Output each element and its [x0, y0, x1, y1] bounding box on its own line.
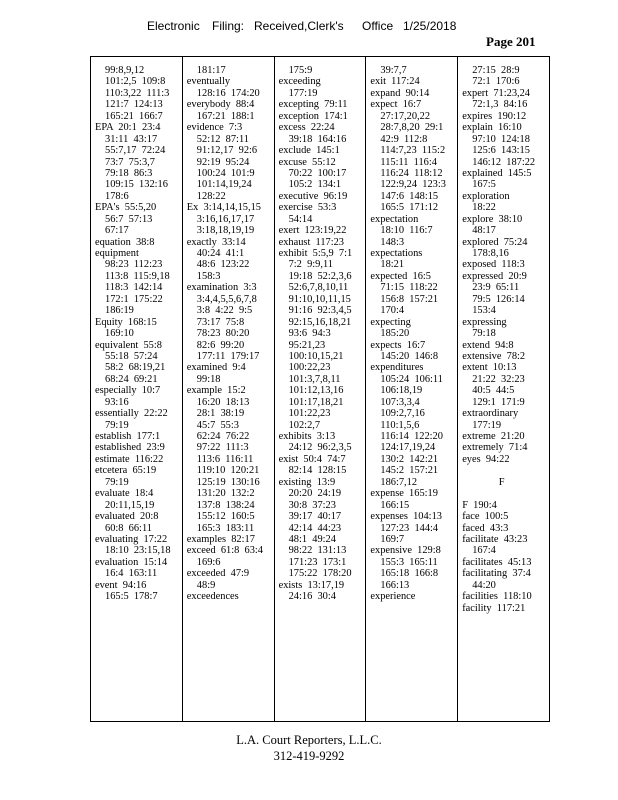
index-citation-line: 106:18,19 — [380, 385, 423, 397]
index-entry: expenditures — [370, 362, 424, 374]
index-citation-line: 93:6 94:3 — [288, 328, 331, 340]
index-citation-line: 171:23 173:1 — [288, 556, 347, 568]
index-entry: established 23:9 — [95, 442, 165, 454]
index-citation-line: 101:22,23 — [288, 408, 331, 420]
index-entry: exhaust 117:23 — [278, 236, 345, 248]
index-citation-line: 48:6 123:22 — [196, 259, 250, 271]
index-citation-line: 148:3 — [380, 236, 405, 248]
index-citation-line: 16:4 163:11 — [105, 568, 158, 580]
index-citation-line: 101:14,19,24 — [196, 179, 252, 191]
footer-company: L.A. Court Reporters, L.L.C. — [236, 733, 382, 747]
index-citation-line: 166:15 — [380, 499, 410, 511]
index-entry: expand 90:14 — [370, 87, 430, 99]
index-citation-line: 175:9 — [288, 65, 313, 76]
index-citation-line: 137:8 138:24 — [196, 499, 255, 511]
index-entry: extreme 21:20 — [462, 431, 525, 442]
index-citation-line: 31:11 43:17 — [105, 133, 158, 145]
index-entry: establish 177:1 — [95, 431, 161, 442]
index-entry: exploration — [462, 190, 510, 202]
index-citation-line: 165:18 166:8 — [380, 568, 439, 580]
index-citation-line: 130:2 142:21 — [380, 453, 439, 465]
index-entry: evaluating 17:22 — [95, 533, 168, 545]
index-citation-line: 44:20 — [472, 579, 496, 591]
index-citation-line: 28:1 38:19 — [196, 408, 245, 420]
index-citation-line: 170:4 — [380, 305, 405, 317]
index-citation-line: 166:13 — [380, 579, 410, 591]
index-citation-line: 153:4 — [472, 305, 496, 317]
index-citation-line: 20:11,15,19 — [105, 499, 155, 511]
section-letter: F — [498, 476, 505, 488]
index-entry: exactly 33:14 — [186, 236, 246, 248]
word-index-table — [90, 56, 550, 722]
header-filing: Filing: — [212, 19, 245, 33]
index-citation-line: 78:23 80:20 — [196, 328, 250, 340]
index-entry: exit 117:24 — [370, 76, 420, 88]
index-entry: expectations — [370, 248, 423, 259]
index-citation-line: 18:10 116:7 — [380, 225, 433, 237]
index-entry: extend 94:8 — [462, 339, 514, 351]
index-citation-line: 125:19 130:16 — [196, 476, 260, 488]
index-entry: eyes 94:22 — [462, 453, 510, 465]
index-entry: examination 3:3 — [186, 282, 257, 294]
index-citation-line: 100:22,23 — [288, 362, 331, 374]
index-citation-line: 67:17 — [105, 225, 129, 237]
index-citation-line: 73:17 75:8 — [196, 316, 245, 328]
index-citation-line: 40:24 41:1 — [196, 248, 245, 259]
index-entry: facilitates 45:13 — [462, 556, 532, 568]
index-citation-line: 39:17 40:17 — [288, 511, 342, 523]
index-citation-line: 186:7,12 — [380, 476, 418, 488]
index-citation-line: 102:2,7 — [288, 419, 321, 431]
index-entry: exceeding — [278, 76, 321, 88]
index-entry: exclude 145:1 — [278, 145, 340, 157]
index-entry: extensive 78:2 — [462, 350, 526, 362]
index-citation-line: 48:1 49:24 — [288, 533, 336, 545]
index-citation-line: 178:6 — [105, 190, 129, 202]
index-entry: evaluation 15:14 — [95, 556, 168, 568]
index-citation-line: 27:15 28:9 — [472, 65, 520, 76]
index-citation-line: 172:1 175:22 — [105, 293, 163, 305]
index-citation-line: 79:5 126:14 — [472, 293, 525, 305]
index-entry: explain 16:10 — [462, 122, 522, 134]
index-entry: evaluate 18:4 — [95, 488, 154, 500]
index-citation-line: 165:3 183:11 — [196, 522, 255, 534]
index-citation-line: 155:12 160:5 — [196, 511, 255, 523]
index-citation-line: 167:21 188:1 — [196, 110, 255, 122]
index-citation-line: 52:6,7,8,10,11 — [288, 282, 349, 294]
index-citation-line: 7:2 9:9,11 — [288, 259, 333, 271]
index-entry: extent 10:13 — [462, 362, 517, 374]
index-citation-line: 147:6 148:15 — [380, 190, 439, 202]
index-citation-line: 129:1 171:9 — [472, 396, 525, 408]
index-entry: expensive 129:8 — [370, 545, 441, 557]
index-entry: exist 50:4 74:7 — [278, 453, 346, 465]
index-entry: explored 75:24 — [462, 236, 528, 248]
index-citation-line: 107:3,3,4 — [380, 396, 420, 408]
index-citation-line: 169:6 — [196, 556, 221, 568]
index-citation-line: 3:18,18,19,19 — [196, 225, 255, 237]
index-citation-line: 131:20 132:2 — [196, 488, 255, 500]
index-citation-line: 23:9 65:11 — [472, 282, 520, 294]
index-citation-line: 99:18 — [196, 373, 221, 385]
index-entry: examined 9:4 — [186, 362, 246, 374]
index-citation-line: 92:15,16,18,21 — [288, 316, 352, 328]
index-citation-line: 3:4,4,5,5,6,7,8 — [196, 293, 257, 305]
index-entry: face 100:5 — [462, 511, 509, 523]
index-citation-line: 146:12 187:22 — [472, 156, 536, 168]
index-citation-line: 124:17,19,24 — [380, 442, 436, 454]
index-entry: example 15:2 — [186, 385, 246, 397]
index-citation-line: 42:14 44:23 — [288, 522, 342, 534]
index-citation-line: 109:2,7,16 — [380, 408, 425, 420]
index-entry: exceedences — [186, 591, 239, 603]
index-citation-line: 24:16 30:4 — [288, 591, 336, 603]
index-citation-line: 177:11 179:17 — [196, 350, 260, 362]
index-entry: expense 165:19 — [370, 488, 438, 500]
index-citation-line: 79:19 — [105, 476, 129, 488]
index-citation-line: 79:18 86:3 — [105, 167, 153, 179]
index-citation-line: 19:18 52:2,3,6 — [288, 270, 352, 282]
index-entry: EPA 20:1 23:4 — [95, 122, 161, 134]
index-entry: equation 38:8 — [95, 236, 155, 248]
index-citation-line: 79:19 — [105, 419, 129, 431]
index-citation-line: 3:16,16,17,17 — [196, 213, 255, 225]
index-citation-line: 169:7 — [380, 533, 405, 545]
index-entry: examples 82:17 — [186, 533, 255, 545]
index-citation-line: 79:18 — [472, 328, 496, 340]
index-citation-line: 121:7 124:13 — [105, 99, 163, 111]
header-office: Office — [362, 19, 394, 33]
index-citation-line: 98:22 131:13 — [288, 545, 347, 557]
header-electronic: Electronic — [147, 19, 200, 33]
index-citation-line: 58:2 68:19,21 — [105, 362, 166, 374]
index-citation-line: 52:12 87:11 — [196, 133, 249, 145]
index-citation-line: 156:8 157:21 — [380, 293, 439, 305]
index-citation-line: 101:17,18,21 — [288, 396, 344, 408]
index-entry: expecting — [370, 316, 411, 328]
index-citation-line: 92:19 95:24 — [196, 156, 250, 168]
index-citation-line: 55:18 57:24 — [105, 350, 158, 362]
index-citation-line: 114:7,23 115:2 — [380, 145, 446, 157]
index-entry: EPA's 55:5,20 — [95, 202, 157, 214]
index-entry: facility 117:21 — [462, 602, 526, 614]
index-citation-line: 39:18 164:16 — [288, 133, 347, 145]
index-citation-line: 178:8,16 — [472, 248, 509, 259]
index-citation-line: 186:19 — [105, 305, 134, 317]
index-citation-line: 167:4 — [472, 545, 496, 557]
index-citation-line: 105:2 134:1 — [288, 179, 342, 191]
index-citation-line: 3:8 4:22 9:5 — [196, 305, 253, 317]
index-entry: etcetera 65:19 — [95, 465, 157, 477]
index-citation-line: 128:16 174:20 — [196, 87, 260, 99]
index-citation-line: 116:14 122:20 — [380, 431, 443, 442]
index-citation-line: 145:2 157:21 — [380, 465, 439, 477]
index-column-5 — [458, 57, 549, 721]
index-column-1 — [91, 57, 183, 721]
index-citation-line: 99:8,9,12 — [105, 65, 145, 76]
index-citation-line: 62:24 76:22 — [196, 431, 250, 442]
index-citation-line: 177:19 — [288, 87, 318, 99]
index-citation-line: 68:24 69:21 — [105, 373, 158, 385]
index-entry: extremely 71:4 — [462, 442, 528, 454]
index-entry: evaluated 20:8 — [95, 511, 159, 523]
index-entry: facilities 118:10 — [462, 591, 532, 603]
index-entry: especially 10:7 — [95, 385, 161, 397]
index-citation-line: 165:21 166:7 — [105, 110, 163, 122]
index-citation-line: 100:10,15,21 — [288, 350, 344, 362]
index-citation-line: 127:23 144:4 — [380, 522, 439, 534]
index-citation-line: 113:6 116:11 — [196, 453, 254, 465]
index-citation-line: 18:22 — [472, 202, 496, 214]
index-entry: exhibits 3:13 — [278, 431, 336, 442]
index-entry: excepting 79:11 — [278, 99, 348, 111]
index-entry: everybody 88:4 — [186, 99, 255, 111]
index-entry: essentially 22:22 — [95, 408, 168, 420]
index-citation-line: 101:2,5 109:8 — [105, 76, 166, 88]
index-entry: expressed 20:9 — [462, 270, 527, 282]
index-citation-line: 91:10,10,11,15 — [288, 293, 351, 305]
index-citation-line: 175:22 178:20 — [288, 568, 352, 580]
index-citation-line: 116:24 118:12 — [380, 167, 443, 179]
index-citation-line: 105:24 106:11 — [380, 373, 443, 385]
index-entry: equipment — [95, 248, 139, 259]
index-citation-line: 100:24 101:9 — [196, 167, 255, 179]
index-entry: extraordinary — [462, 408, 519, 420]
index-entry: equivalent 55:8 — [95, 339, 162, 351]
index-citation-line: 91:16 92:3,4,5 — [288, 305, 352, 317]
index-citation-line: 119:10 120:21 — [196, 465, 260, 477]
index-citation-line: 185:20 — [380, 328, 410, 340]
index-citation-line: 128:22 — [196, 190, 226, 202]
index-citation-line: 16:20 18:13 — [196, 396, 250, 408]
index-entry: explained 145:5 — [462, 167, 532, 179]
index-citation-line: 167:5 — [472, 179, 496, 191]
index-entry: F 190:4 — [462, 499, 497, 511]
index-citation-line: 109:15 132:16 — [105, 179, 168, 191]
index-citation-line: 165:5 178:7 — [105, 591, 158, 603]
index-citation-line: 110:1,5,6 — [380, 419, 420, 431]
index-citation-line: 145:20 146:8 — [380, 350, 439, 362]
index-citation-line: 181:17 — [196, 65, 226, 76]
index-entry: exists 13:17,19 — [278, 579, 345, 591]
index-entry: expenses 104:13 — [370, 511, 442, 523]
index-citation-line: 82:14 128:15 — [288, 465, 347, 477]
index-citation-line: 42:9 112:8 — [380, 133, 428, 145]
index-entry: expressing — [462, 316, 507, 328]
index-citation-line: 165:5 171:12 — [380, 202, 439, 214]
index-citation-line: 93:16 — [105, 396, 129, 408]
index-citation-line: 70:22 100:17 — [288, 167, 347, 179]
index-entry: expects 16:7 — [370, 339, 426, 351]
index-citation-line: 48:9 — [196, 579, 216, 591]
index-citation-line: 39:7,7 — [380, 65, 407, 76]
index-citation-line: 55:7,17 72:24 — [105, 145, 166, 157]
index-citation-line: 24:12 96:2,3,5 — [288, 442, 352, 454]
index-entry: exert 123:19,22 — [278, 225, 347, 237]
index-citation-line: 18:21 — [380, 259, 405, 271]
index-citation-line: 40:5 44:5 — [472, 385, 515, 397]
index-entry: exceeded 47:9 — [186, 568, 250, 580]
index-entry: estimate 116:22 — [95, 453, 164, 465]
index-entry — [462, 488, 549, 499]
index-entry: Ex 3:14,14,15,15 — [186, 202, 261, 214]
page-number: Page 201 — [486, 34, 536, 49]
index-column-2 — [183, 57, 275, 721]
index-entry: expires 190:12 — [462, 110, 527, 122]
index-citation-line: 45:7 55:3 — [196, 419, 239, 431]
index-citation-line: 72:1,3 84:16 — [472, 99, 528, 111]
header-date: 1/25/2018 — [403, 19, 457, 33]
index-entry: facilitate 43:23 — [462, 533, 528, 545]
index-citation-line: 18:10 23:15,18 — [105, 545, 171, 557]
index-citation-line: 158:3 — [196, 270, 221, 282]
index-entry: expect 16:7 — [370, 99, 422, 111]
index-entry: facilitating 37:4 — [462, 568, 531, 580]
index-column-4 — [366, 57, 458, 721]
index-citation-line: 48:17 — [472, 225, 496, 237]
index-column-3 — [275, 57, 367, 721]
index-citation-line: 71:15 118:22 — [380, 282, 438, 294]
index-entry: existing 13:9 — [278, 476, 336, 488]
index-citation-line: 177:19 — [472, 419, 502, 431]
index-entry: experience — [370, 591, 416, 603]
index-citation-line: 118:3 142:14 — [105, 282, 163, 294]
index-citation-line: 101:12,13,16 — [288, 385, 344, 397]
index-citation-line: 115:11 116:4 — [380, 156, 437, 168]
index-citation-line: 95:21,23 — [288, 339, 326, 351]
index-entry: excess 22:24 — [278, 122, 335, 134]
index-citation-line: 169:10 — [105, 328, 134, 340]
index-entry: expert 71:23,24 — [462, 87, 531, 99]
index-citation-line: 72:1 170:6 — [472, 76, 520, 88]
index-entry: excuse 55:12 — [278, 156, 336, 168]
index-citation-line: 54:14 — [288, 213, 313, 225]
index-entry: exposed 118:3 — [462, 259, 525, 271]
index-citation-line: 97:22 111:3 — [196, 442, 249, 454]
index-citation-line: 30:8 37:23 — [288, 499, 336, 511]
index-citation-line: 110:3,22 111:3 — [105, 87, 170, 99]
index-citation-line: 28:7,8,20 29:1 — [380, 122, 444, 134]
index-citation-line: 60:8 66:11 — [105, 522, 152, 534]
index-citation-line: 82:6 99:20 — [196, 339, 245, 351]
index-entry: executive 96:19 — [278, 190, 348, 202]
index-entry: exception 174:1 — [278, 110, 348, 122]
index-entry — [462, 465, 549, 476]
index-entry: evidence 7:3 — [186, 122, 243, 134]
index-citation-line: 122:9,24 123:3 — [380, 179, 446, 191]
index-citation-line: 113:8 115:9,18 — [105, 270, 170, 282]
index-entry: exercise 53:3 — [278, 202, 337, 214]
header-received: Received,Clerk's — [254, 19, 344, 33]
index-entry: Equity 168:15 — [95, 316, 157, 328]
index-entry: explore 38:10 — [462, 213, 523, 225]
index-citation-line: 155:3 165:11 — [380, 556, 438, 568]
index-entry: expectation — [370, 213, 419, 225]
index-citation-line: 101:3,7,8,11 — [288, 373, 341, 385]
index-citation-line: 27:17,20,22 — [380, 110, 431, 122]
index-entry: faced 43:3 — [462, 522, 509, 534]
index-entry: expected 16:5 — [370, 270, 431, 282]
index-entry: exhibit 5:5,9 7:1 — [278, 248, 353, 259]
index-citation-line: 98:23 112:23 — [105, 259, 163, 271]
index-citation-line: 125:6 143:15 — [472, 145, 530, 157]
index-citation-line: 56:7 57:13 — [105, 213, 153, 225]
index-entry: event 94:16 — [95, 579, 147, 591]
index-citation-line: 73:7 75:3,7 — [105, 156, 155, 168]
index-entry: eventually — [186, 76, 231, 88]
index-citation-line: 20:20 24:19 — [288, 488, 342, 500]
index-entry: exceed 61:8 63:4 — [186, 545, 263, 557]
index-citation-line: 91:12,17 92:6 — [196, 145, 258, 157]
footer-phone: 312-419-9292 — [273, 749, 345, 763]
index-citation-line: 97:10 124:18 — [472, 133, 530, 145]
index-citation-line: 21:22 32:23 — [472, 373, 525, 385]
